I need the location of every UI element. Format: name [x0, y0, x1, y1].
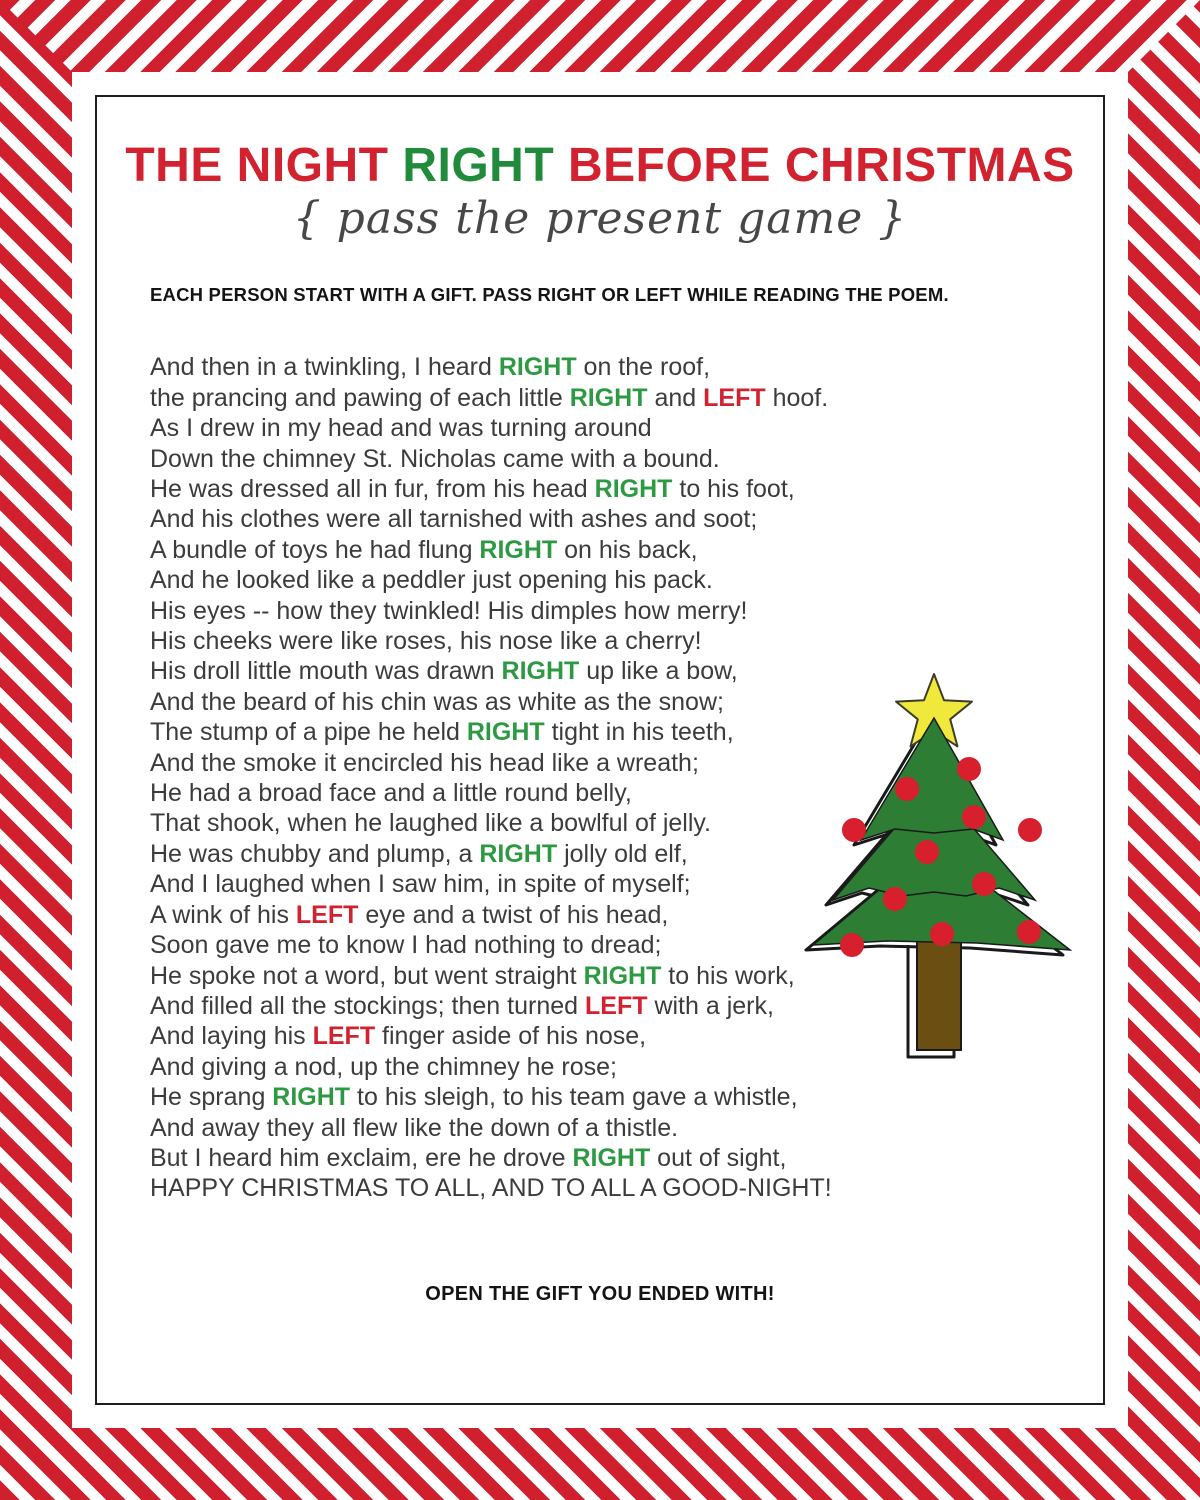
poem-line [150, 1143, 1103, 1173]
pass-right-word: RIGHT [498, 353, 577, 382]
poem-line [150, 1052, 1103, 1082]
poem-text: His cheeks were like roses, his nose like a cherry! [150, 627, 702, 656]
pass-left-word: LEFT [312, 1022, 376, 1051]
page [95, 95, 1105, 1405]
poem-text: to his work, [661, 961, 795, 990]
pass-right-word: RIGHT [501, 657, 580, 686]
poem-line [150, 687, 1103, 717]
poem-text: And away they all flew like the down of a thistle. [150, 1113, 679, 1142]
poem-text: to his foot, [672, 475, 795, 504]
poem-text: He was dressed all in fur, from his head [150, 475, 595, 504]
poem-text: His droll little mouth was drawn [150, 657, 502, 686]
poem-text: eye and a twist of his head, [358, 900, 669, 929]
poem-line [150, 900, 1103, 930]
poem-text: And he looked like a peddler just opening his pack. [150, 566, 713, 595]
poem-line [150, 748, 1103, 778]
poem-line [150, 626, 1103, 656]
poem-text: He spoke not a word, but went straight [150, 961, 584, 990]
poem-text: Down the chimney St. Nicholas came with a bound. [150, 444, 720, 473]
poem-line [150, 383, 1103, 413]
poem-text: And I laughed when I saw him, in spite of myself; [150, 870, 691, 899]
poem-line [150, 565, 1103, 595]
poem-line [150, 1173, 1103, 1203]
poem-text: the prancing and pawing of each little [150, 383, 570, 412]
title-part-right: RIGHT [402, 139, 555, 192]
instruction-text: EACH PERSON START WITH A GIFT. PASS RIGHT OR LEFT WHILE READING THE POEM. [150, 284, 949, 306]
poem-text: And his clothes were all tarnished with ashes and soot; [150, 505, 758, 534]
poem-line [150, 778, 1103, 808]
page-title [97, 141, 1103, 191]
poem-text: on the roof, [576, 353, 711, 382]
poem-line [150, 839, 1103, 869]
poem-text: And the beard of his chin was as white as the snow; [150, 687, 724, 716]
poem-line [150, 808, 1103, 838]
poem-line [150, 869, 1103, 899]
poem-line [150, 656, 1103, 686]
poem-text: finger aside of his nose, [375, 1022, 647, 1051]
pass-right-word: RIGHT [583, 961, 662, 990]
poem-text: hoof. [765, 383, 829, 412]
poem-text: And then in a twinkling, I heard [150, 353, 499, 382]
poem-line [150, 1021, 1103, 1051]
poem-text: He was chubby and plump, a [150, 839, 480, 868]
poem-text: But I heard him exclaim, ere he drove [150, 1143, 573, 1172]
poem-text: And the smoke it encircled his head like a wreath; [150, 748, 699, 777]
poem [97, 352, 1103, 1203]
poem-line [150, 504, 1103, 534]
poem-line [150, 352, 1103, 382]
poem-text: to his sleigh, to his team gave a whistle, [350, 1083, 798, 1112]
poem-text: And filled all the stockings; then turned [150, 991, 585, 1020]
pass-left-word: LEFT [295, 900, 359, 929]
poem-line [150, 596, 1103, 626]
poem-text: His eyes -- how they twinkled! His dimples how merry! [150, 596, 748, 625]
poem-line [150, 1113, 1103, 1143]
poem-text: He sprang [150, 1083, 273, 1112]
poem-line [150, 535, 1103, 565]
pass-right-word: RIGHT [272, 1083, 351, 1112]
poem-line [150, 444, 1103, 474]
poem-text: The stump of a pipe he held [150, 718, 467, 747]
poem-text: And giving a nod, up the chimney he rose; [150, 1052, 617, 1081]
pass-right-word: RIGHT [569, 383, 648, 412]
poem-text: out of sight, [650, 1143, 787, 1172]
poem-line [150, 991, 1103, 1021]
pass-right-word: RIGHT [594, 475, 673, 504]
poem-line [150, 413, 1103, 443]
poem-line [150, 474, 1103, 504]
poem-line [150, 1082, 1103, 1112]
pass-right-word: RIGHT [479, 535, 558, 564]
poem-text: He had a broad face and a little round belly, [150, 779, 632, 808]
pass-left-word: LEFT [703, 383, 766, 412]
title-part-3: BEFORE CHRISTMAS [554, 139, 1075, 192]
poem-text: tight in his teeth, [544, 718, 734, 747]
pass-right-word: RIGHT [466, 718, 545, 747]
poem-text: with a jerk, [647, 991, 774, 1020]
poem-line [150, 717, 1103, 747]
page-subtitle: { pass the present game } [292, 193, 908, 245]
poem-text: Soon gave me to know I had nothing to dread; [150, 931, 662, 960]
candy-stripe-border-top [0, 0, 1200, 72]
footer-instruction: OPEN THE GIFT YOU ENDED WITH! [425, 1283, 775, 1305]
poem-text: up like a bow, [579, 657, 738, 686]
poem-line [150, 961, 1103, 991]
poem-text: That shook, when he laughed like a bowlful of jelly. [150, 809, 711, 838]
pass-right-word: RIGHT [479, 839, 558, 868]
poem-text: And laying his [150, 1022, 313, 1051]
poem-text: HAPPY CHRISTMAS TO ALL, AND TO ALL A GOOD-NIGHT! [150, 1174, 832, 1203]
poem-text: A bundle of toys he had flung [150, 535, 480, 564]
poem-text: As I drew in my head and was turning around [150, 414, 652, 443]
poem-text: jolly old elf, [557, 839, 688, 868]
poem-text: on his back, [557, 535, 698, 564]
pass-left-word: LEFT [585, 991, 648, 1020]
poem-text: A wink of his [150, 900, 296, 929]
pass-right-word: RIGHT [572, 1143, 651, 1172]
poem-line [150, 930, 1103, 960]
poem-text: and [647, 383, 704, 412]
title-part-1: THE NIGHT [125, 139, 403, 192]
